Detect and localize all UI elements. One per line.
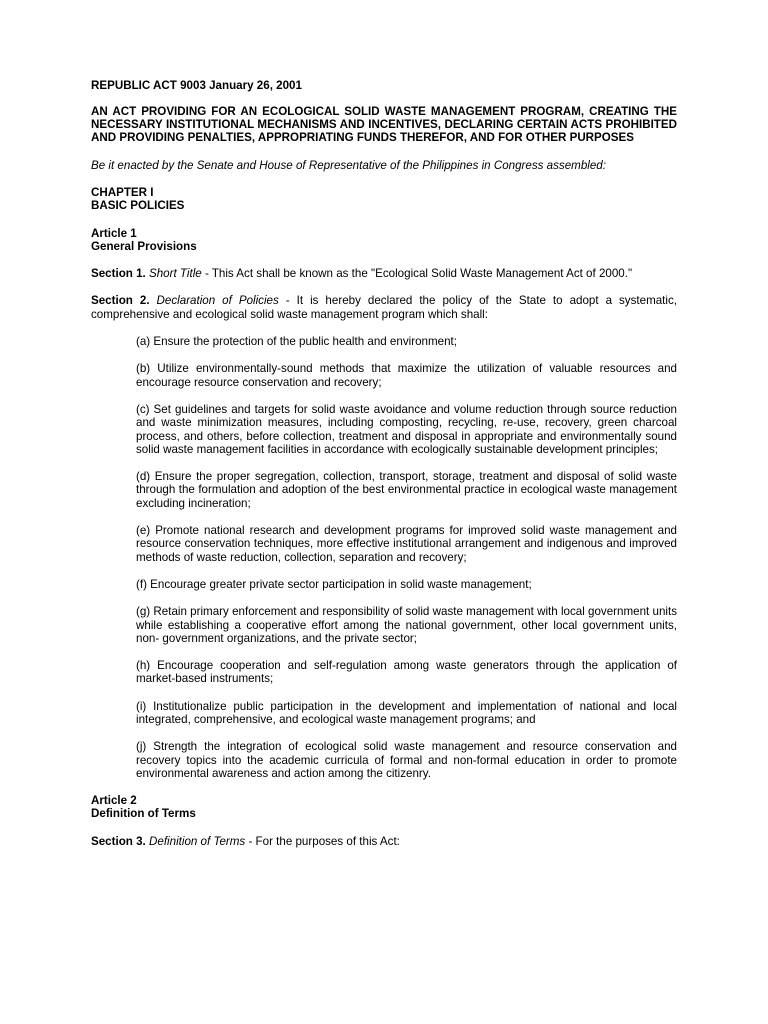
section-1-heading: Short Title — [149, 267, 202, 281]
document-body — [91, 79, 677, 848]
section-3-text: - For the purposes of this Act: — [245, 834, 400, 848]
article-2-heading — [91, 794, 677, 821]
policy-item-d: (d) Ensure the proper segregation, collection, transport, storage, treatment and disposal of solid waste through the formulation and adoption of the best environmental practice in ecological waste management excluding incineration; — [136, 470, 677, 510]
section-1-text: - This Act shall be known as the "Ecological Solid Waste Management Act of 2000." — [201, 267, 633, 281]
policy-item-b: (b) Utilize environmentally-sound methods that maximize the utilization of valuable resources and encourage resource conservation and recovery; — [136, 362, 677, 389]
section-1 — [91, 267, 677, 280]
section-2-text: - It is hereby declared the policy of the State to adopt a systematic, comprehensive and ecological solid waste management program which shall: — [91, 294, 677, 321]
policy-item-g: (g) Retain primary enforcement and responsibility of solid waste management with local government units while establishing a cooperative effort among the national government, other local government units, non- government organizations, and the private sector; — [136, 605, 677, 645]
policy-item-e: (e) Promote national research and development programs for improved solid waste management and resource conservation techniques, more effective institutional arrangement and indigenous and improved methods of waste reduction, collection, separation and recovery; — [136, 524, 677, 564]
chapter-heading — [91, 186, 677, 213]
policy-item-h: (h) Encourage cooperation and self-regulation among waste generators through the application of market-based instruments; — [136, 659, 677, 686]
article-1-name: General Provisions — [91, 239, 197, 253]
policy-item-a: (a) Ensure the protection of the public health and environment; — [136, 335, 457, 349]
section-2 — [91, 294, 677, 321]
article-2-name: Definition of Terms — [91, 807, 196, 821]
section-3-label: Section 3. — [91, 834, 146, 848]
chapter-number: CHAPTER I — [91, 185, 154, 199]
section-2-heading: Declaration of Policies — [156, 294, 279, 308]
article-1-number: Article 1 — [91, 226, 137, 240]
chapter-name: BASIC POLICIES — [91, 199, 185, 213]
section-1-label: Section 1. — [91, 267, 146, 281]
policy-item-c: (c) Set guidelines and targets for solid waste avoidance and volume reduction through source reduction and waste minimization measures, including composting, recycling, re-use, recovery, green charcoal process, and others, before collection, treatment and disposal in appropriate and environmentally sound solid waste management facilities in accordance with ecologically sustainable development principles; — [136, 402, 677, 456]
act-header: REPUBLIC ACT 9003 January 26, 2001 — [91, 79, 302, 92]
section-3 — [91, 835, 677, 848]
section-3-heading: Definition of Terms — [149, 834, 246, 848]
section-2-label: Section 2. — [91, 294, 150, 308]
policy-item-j: (j) Strength the integration of ecological solid waste management and resource conservation and recovery topics into the academic curricula of formal and non-formal education in order to promote environmental awareness and action among the citizenry. — [136, 740, 677, 780]
policy-item-f: (f) Encourage greater private sector participation in solid waste management; — [136, 577, 532, 591]
enactment-clause: Be it enacted by the Senate and House of Representative of the Philippines in Congress assembled: — [91, 158, 606, 172]
policy-item-i: (i) Institutionalize public participation in the development and implementation of national and local integrated, comprehensive, and ecological waste management programs; and — [136, 699, 677, 726]
policy-list — [136, 335, 677, 780]
article-2-number: Article 2 — [91, 794, 137, 808]
article-1-heading — [91, 227, 677, 254]
act-title: AN ACT PROVIDING FOR AN ECOLOGICAL SOLID WASTE MANAGEMENT PROGRAM, CREATING THE NECESSARY INSTITUTIONAL MECHANISMS AND INCENTIVES, DECLARING CERTAIN ACTS PROHIBITED AND PROVIDING PENALTIES, APPROPRIATING FUNDS THEREFOR, AND FOR OTHER PURPOSES — [91, 105, 677, 144]
